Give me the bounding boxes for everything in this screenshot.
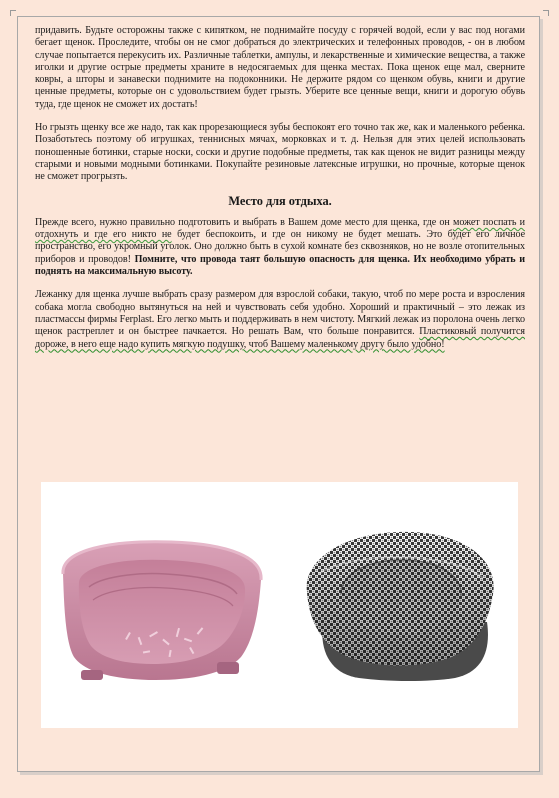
paragraph-safety: придавить. Будьте осторожны также с кипятком, не поднимайте посуду с горячей водой, если у вас под ногами бегает щенок. Проследите, чтобы он не смог добраться до электрических и телефонных проводов, - он в любом случае попытается перекусить их. Различные таблетки, ампулы, и лекарственные и химические вещества, а также иголки и другие острые предметы храните в недосягаемых для щенка местах. Пока щенок еще мал, сверните ковры, а шторы и занавески поднимите на подоконники. Не держите рядом со щенком обувь, книги и другие ценные предметы, которые он с удовольствием будет грызть. Уберите все ценные вещи, книги и дорогую обувь туда, где щенок не сможет их достать!	[35, 25, 525, 110]
pink-plastic-dog-bed-image	[41, 482, 279, 728]
place-text-bold: Помните, что провода таят большую опасность для щенка. Их необходимо убрать и поднять на максимальную высоту.	[35, 253, 525, 278]
paragraph-bed	[35, 289, 525, 350]
paragraph-chewing: Но грызть щенку все же надо, так как прорезающиеся зубы беспокоят его точно так же, как и маленького ребенка. Позаботьтесь поэтому об игрушках, теннисных мячах, морковках и т. д. Нельзя для этих целей использовать поношенные ботинки, старые носки, соски и другие подобные предметы, так как щенок не видит разницы между старыми и новыми модными ботинками. Покупайте резиновые латексные игрушки, но прочные, которые щенок не сможет прогрызть.	[35, 122, 525, 183]
corner-mark-tr	[543, 10, 549, 16]
corner-mark-tl	[10, 10, 16, 16]
place-text-b: может поспать и отдохнуть и где его никто не	[35, 216, 525, 241]
document-page	[17, 16, 540, 772]
product-images	[41, 482, 518, 728]
document-body	[35, 25, 525, 362]
place-text-a: Прежде всего, нужно правильно подготовить и выбрать в Вашем доме место для щенка, где он	[35, 216, 453, 228]
paragraph-place	[35, 217, 525, 278]
bed-text-a: Лежанку для щенка лучше выбрать сразу размером для взрослой собаки, такую, чтоб по мере роста и взросления собака могла свободно вытянуться на ней и чувствовать себя удобно. Хороший и практичный – это лежак из пластмассы фирмы Ferplast. Его легко мыть и поддерживать в нем чистоту. Мягкий лежак из поролона очень легко щенок растреплет и он быстрее пачкается. Но решать Вам, что больше понравится.	[35, 289, 525, 338]
place-text-c: будет беспокоить, и где он никому не будет мешать. Это будет его личное пространство, его укромный уголок. Оно должно быть в сухой комнате без сквозняков, но не возле отопительных приборов и проводов!	[35, 229, 525, 265]
cushioned-dog-bed-image	[279, 482, 518, 728]
bed-text-b: Пластиковый получится дороже, в него еще надо купить мягкую подушку, чтоб Вашему маленькому другу было удобно!	[35, 326, 525, 350]
section-heading: Место для отдыха.	[228, 193, 332, 208]
